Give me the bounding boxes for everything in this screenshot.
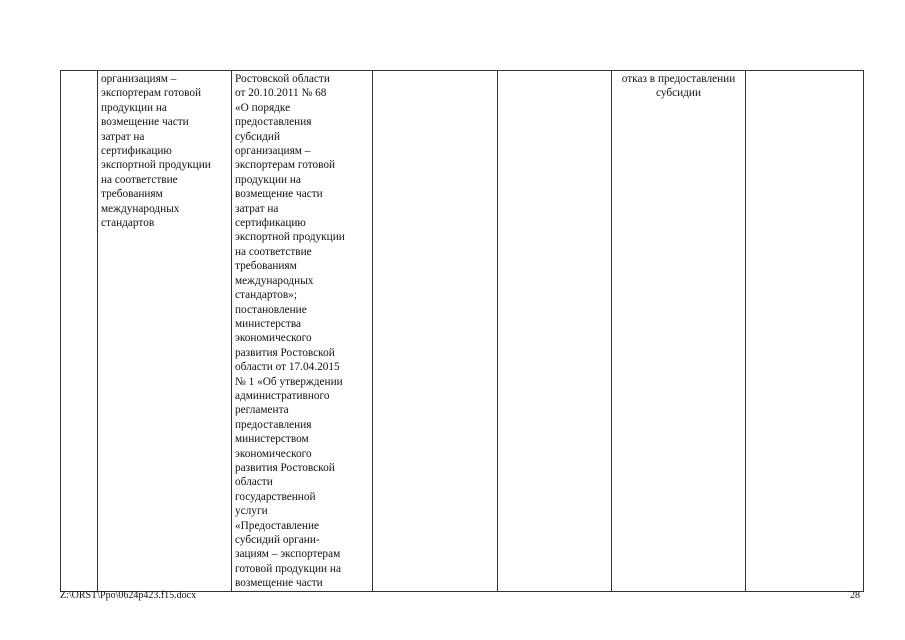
cell-text-line: продукции на xyxy=(101,101,167,114)
table-cell-empty-4 xyxy=(373,71,498,592)
table-cell-result xyxy=(612,71,746,592)
cell-text-line: требованиям xyxy=(235,260,297,273)
cell-text-line: экономического xyxy=(235,447,312,460)
table-row xyxy=(61,71,864,592)
cell-text-line: стандартов xyxy=(101,217,155,230)
cell-text-line: экспортной продукции xyxy=(235,231,345,244)
cell-text-line: № 1 «Об утверждении xyxy=(235,375,343,388)
document-table xyxy=(60,70,864,592)
cell-text-line: министерством xyxy=(235,433,309,446)
cell-text-line: «О порядке xyxy=(235,101,291,114)
table-cell-legal-basis xyxy=(232,71,373,592)
cell-text-line: организациям – xyxy=(235,145,311,158)
cell-text-line: организациям – xyxy=(101,73,177,85)
cell-text-line: государственной xyxy=(235,490,316,503)
cell-text-line: экспортной продукции xyxy=(101,159,211,172)
cell-text-line: предоставления xyxy=(235,418,312,431)
cell-text-line: отказ в предоставлении xyxy=(621,73,736,85)
cell-text-line: на соответствие xyxy=(101,173,178,186)
cell-text-line: возмещение части xyxy=(235,188,323,201)
cell-text-line: «Предоставление xyxy=(235,519,320,532)
page-number: 28 xyxy=(850,590,860,601)
cell-text-line: субсидии xyxy=(655,87,701,100)
cell-text-line: требованиям xyxy=(101,188,163,201)
cell-text-line: развития Ростовской xyxy=(235,461,335,474)
cell-text-line: сертификацию xyxy=(235,217,306,230)
cell-text-line: развития Ростовской xyxy=(235,346,335,359)
cell-text-line: готовой продукции на xyxy=(235,562,341,575)
table-cell-recipient xyxy=(98,71,232,592)
cell-text-line: на соответствие xyxy=(235,245,312,258)
cell-text-line: административного xyxy=(235,389,330,402)
cell-text-line: международных xyxy=(235,274,314,287)
cell-text-line: регламента xyxy=(235,404,289,417)
cell-text-line: затрат на xyxy=(101,130,145,143)
cell-text-line: субсидий xyxy=(235,130,281,143)
cell-text-line: возмещение части xyxy=(235,577,323,590)
cell-text-line: предоставления xyxy=(235,116,312,129)
table-cell-number xyxy=(61,71,98,592)
cell-text-line: международных xyxy=(101,202,180,215)
table-cell-empty-5 xyxy=(498,71,612,592)
footer-file-path: Z:\ORST\Ppo\0624p423.f15.docx xyxy=(60,590,197,601)
cell-text-line: возмещение части xyxy=(101,116,189,129)
cell-text-line: продукции на xyxy=(235,173,301,186)
cell-text-line: от 20.10.2011 № 68 xyxy=(235,87,327,100)
cell-text-line: сертификацию xyxy=(101,145,172,158)
cell-text-line: министерства xyxy=(235,317,302,330)
cell-text-line: постановление xyxy=(235,303,307,316)
cell-text-line: зациям – экспортерам xyxy=(235,548,341,561)
cell-text-line: области xyxy=(235,476,273,489)
cell-text-line: услуги xyxy=(235,505,268,518)
cell-text-line: затрат на xyxy=(235,202,279,215)
table-cell-empty-7 xyxy=(746,71,864,592)
cell-text-line: экспортерам готовой xyxy=(235,159,336,172)
cell-text-line: экономического xyxy=(235,332,312,345)
cell-text-line: экспортерам готовой xyxy=(101,87,202,100)
cell-text-line: стандартов»; xyxy=(235,289,297,302)
cell-text-line: области от 17.04.2015 xyxy=(235,361,340,374)
cell-text-line: Ростовской области xyxy=(235,73,330,85)
cell-text-line: субсидий органи- xyxy=(235,534,320,546)
